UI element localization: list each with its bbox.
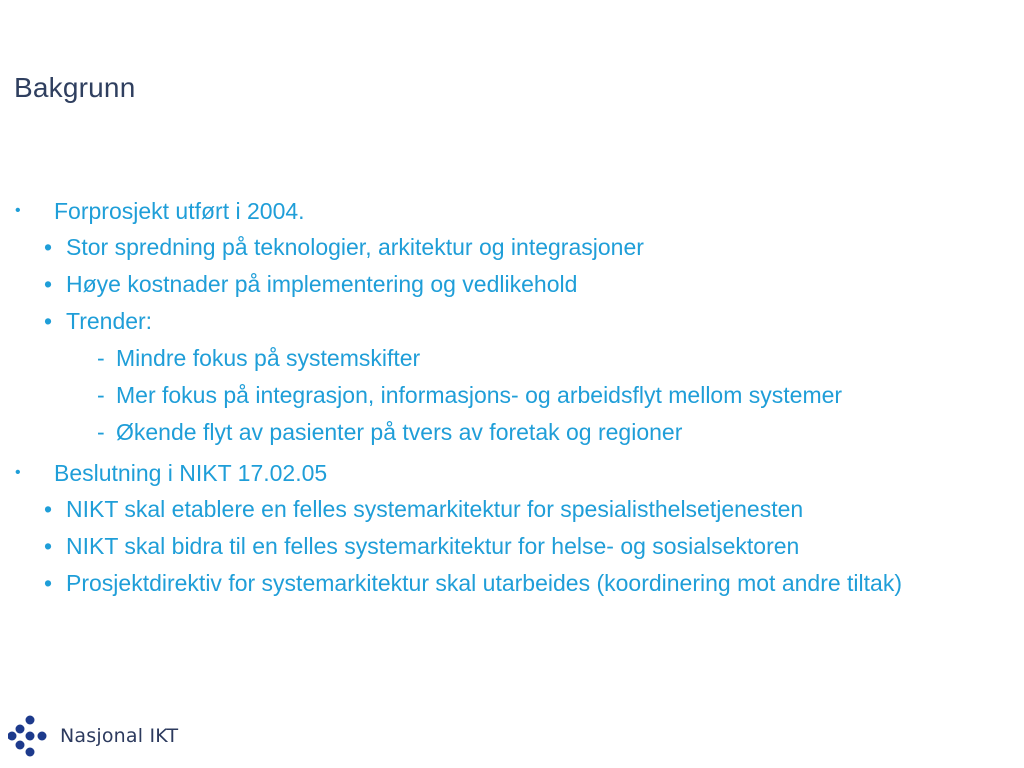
slide-body bbox=[0, 196, 1010, 605]
bullet-forprosjekt bbox=[0, 196, 1010, 226]
dash-marker: - bbox=[97, 419, 105, 445]
bullet-marker: • bbox=[44, 570, 53, 596]
bullet-marker: • bbox=[44, 496, 53, 522]
bullet-text: NIKT skal bidra til en felles systemarkitektur for helse- og sosialsektoren bbox=[66, 533, 800, 559]
bullet-text: Trender: bbox=[66, 308, 153, 334]
nasjonal-ikt-logo bbox=[8, 714, 178, 758]
bullet-marker: • bbox=[44, 533, 53, 559]
bullet-text: NIKT skal etablere en felles systemarkitektur for spesialisthelsetjenesten bbox=[66, 496, 804, 522]
bullet-text: Forprosjekt utført i 2004. bbox=[54, 198, 305, 224]
bullet-marker: • bbox=[15, 464, 21, 481]
sub-sub-bullet bbox=[0, 343, 1010, 374]
bullet-text: Prosjektdirektiv for systemarkitektur skal utarbeides (koordinering mot andre tiltak) bbox=[66, 570, 902, 596]
bullet-text: Mindre fokus på systemskifter bbox=[116, 345, 421, 371]
bullet-text: Mer fokus på integrasjon, informasjons- og arbeidsflyt mellom systemer bbox=[116, 382, 843, 408]
sub-bullet bbox=[0, 494, 1010, 525]
bullet-marker: • bbox=[15, 202, 21, 219]
sub-bullet bbox=[0, 232, 1010, 263]
sub-bullet bbox=[0, 306, 1010, 337]
sub-sub-bullet bbox=[0, 380, 1010, 411]
dash-marker: - bbox=[97, 345, 105, 371]
bullet-text: Stor spredning på teknologier, arkitektur og integrasjoner bbox=[66, 234, 644, 260]
bullet-text: Høye kostnader på implementering og vedlikehold bbox=[66, 271, 578, 297]
bullet-marker: • bbox=[44, 271, 53, 297]
logo-dots-icon bbox=[8, 714, 52, 758]
logo-text: Nasjonal IKT bbox=[60, 725, 179, 747]
sub-sub-bullet bbox=[0, 417, 1010, 448]
slide-title: Bakgrunn bbox=[14, 72, 136, 103]
sub-bullet bbox=[0, 269, 1010, 300]
bullet-text: Økende flyt av pasienter på tvers av foretak og regioner bbox=[116, 419, 683, 445]
sub-bullet bbox=[0, 531, 1010, 562]
bullet-marker: • bbox=[44, 308, 53, 334]
bullet-beslutning bbox=[0, 458, 1010, 488]
bullet-marker: • bbox=[44, 234, 53, 260]
sub-bullet bbox=[0, 568, 1010, 599]
dash-marker: - bbox=[97, 382, 105, 408]
bullet-text: Beslutning i NIKT 17.02.05 bbox=[54, 460, 328, 486]
